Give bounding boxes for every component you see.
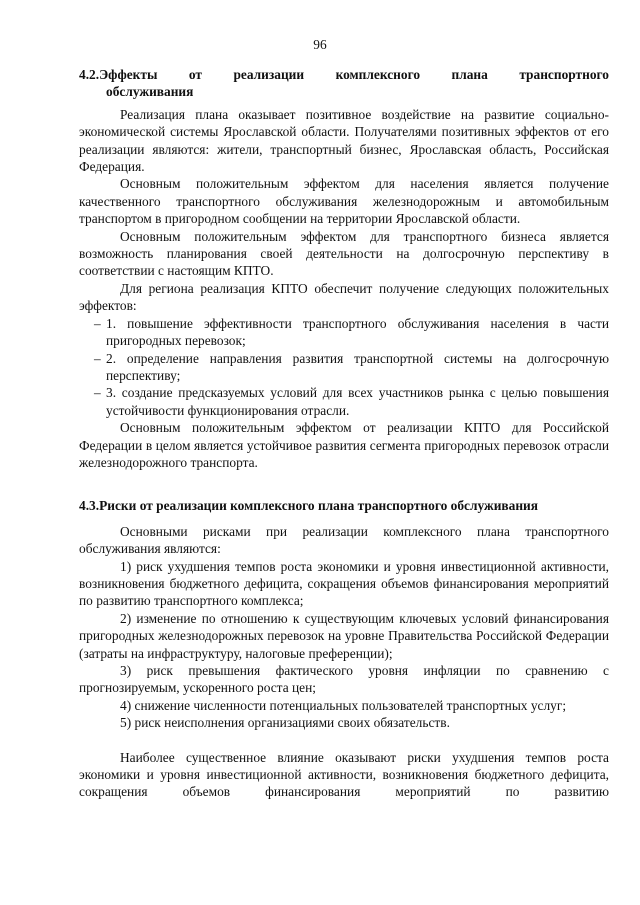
paragraph: Основным положительным эффектом для транспортного бизнеса является возможность планирования своей деятельности на долгосрочную перспективу в соответствии с настоящим КПТО. bbox=[79, 228, 609, 279]
list-dash: – bbox=[94, 315, 101, 331]
risk-item: 5) риск неисполнения организациями своих обязательств. bbox=[120, 715, 450, 731]
list-item-text: 3. создание предсказуемых условий для всех участников рынка с целью повышения устойчивости функционирования отрасли. bbox=[106, 385, 609, 418]
paragraph: Основным положительным эффектом от реализации КПТО для Российской Федерации в целом является устойчивое развития сегмента пригородных перевозок отрасли железнодорожного транспорта. bbox=[79, 420, 609, 470]
page-content bbox=[79, 66, 609, 801]
risk-item: 4) снижение численности потенциальных пользователей транспортных услуг; bbox=[120, 697, 567, 713]
risk-item: 2) изменение по отношению к существующим ключевых условий финансирования пригородных железнодорожных перевозок на уровне Правительства Российской Федерации (затраты на инфраструктуру, налоговые преференции); bbox=[79, 610, 609, 661]
paragraph: Наиболее существенное влияние оказывают риски ухудшения темпов роста экономики и уровня инвестиционной активности, возникновения бюджетного дефицита, сокращения объемов финансирования мероприятий по развитию bbox=[79, 749, 609, 800]
list-dash: – bbox=[94, 350, 101, 366]
list-item bbox=[79, 315, 609, 350]
list-item-text: 1. повышение эффективности транспортного обслуживания населения в части пригородных перевозок; bbox=[106, 315, 609, 349]
list-item bbox=[79, 384, 609, 419]
list-item-text: 2. определение направления развития транспортной системы на долгосрочную перспективу; bbox=[106, 350, 609, 383]
list-item bbox=[79, 350, 609, 385]
risk-item: 3) риск превышения фактического уровня инфляции по сравнению с прогнозируемым, ускоренного роста цен; bbox=[79, 663, 609, 696]
paragraph: Для региона реализация КПТО обеспечит получение следующих положительных эффектов: bbox=[79, 280, 609, 314]
risk-item: 1) риск ухудшения темпов роста экономики и уровня инвестиционной активности, возникновения бюджетного дефицита, сокращения объемов финансирования мероприятий по развитию транспортного комплекса; bbox=[79, 558, 609, 609]
list-dash: – bbox=[94, 385, 101, 401]
section-4-2-heading-line2: обслуживания bbox=[106, 84, 194, 100]
heading-word: реализации bbox=[233, 67, 305, 82]
heading-word: плана bbox=[451, 67, 488, 82]
section-4-2-heading bbox=[79, 66, 609, 83]
heading-word: от bbox=[188, 67, 202, 82]
paragraph: Основным положительным эффектом для населения является получение качественного транспортного обслуживания железнодорожным и автомобильным транспортом в пригородном сообщении на территории Ярославской области. bbox=[79, 176, 609, 227]
paragraph: Реализация плана оказывает позитивное воздействие на развитие социально-экономической системы Ярославской области. Получателями позитивных эффектов от его реализации являются: жители, транспортный бизнес, Ярославская область, Российская Федерация. bbox=[79, 106, 609, 175]
heading-word: 4.2.Эффекты bbox=[79, 67, 158, 82]
section-4-3-heading: 4.3.Риски от реализации комплексного плана транспортного обслуживания bbox=[79, 498, 539, 514]
heading-word: комплексного bbox=[335, 67, 421, 82]
heading-word: транспортного bbox=[519, 67, 609, 82]
page-number: 96 bbox=[313, 37, 327, 52]
paragraph: Основными рисками при реализации комплексного плана транспортного обслуживания являются: bbox=[79, 523, 609, 557]
